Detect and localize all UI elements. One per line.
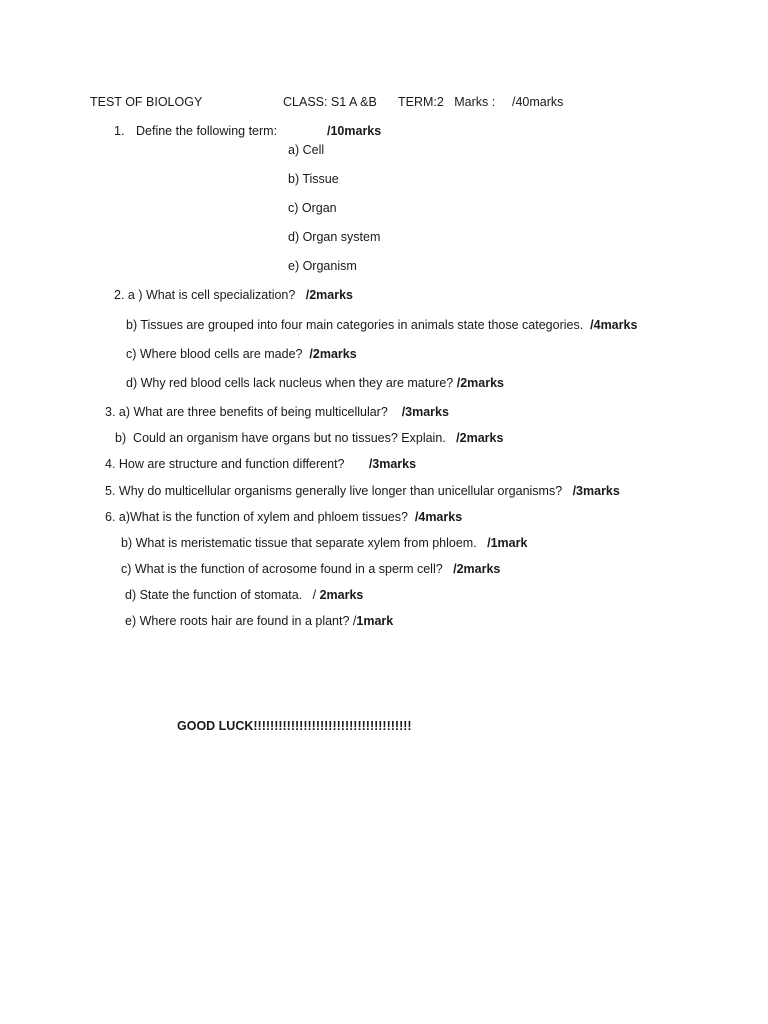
term-label: TERM:2 Marks :	[398, 95, 496, 109]
q2a-line: 2. a ) What is cell specialization? /2marks	[114, 288, 354, 302]
q6a-line: 6. a)What is the function of xylem and phloem tissues? /4marks	[105, 510, 463, 524]
q3b-line: b) Could an organism have organs but no tissues? Explain. /2marks	[115, 431, 504, 445]
q1-item-tissue: b) Tissue	[288, 172, 339, 186]
test-title: TEST OF BIOLOGY	[90, 95, 203, 109]
q1-number: 1.	[114, 124, 125, 138]
q1-item-organism: e) Organism	[288, 259, 357, 273]
q5-line: 5. Why do multicellular organisms generally live longer than unicellular organisms? /3marks	[105, 484, 620, 498]
q4-line: 4. How are structure and function different? /3marks	[105, 457, 417, 471]
q1-text: Define the following term:	[136, 124, 278, 138]
good-luck-message: GOOD LUCK!!!!!!!!!!!!!!!!!!!!!!!!!!!!!!!!!!!!!!	[177, 719, 412, 733]
q1-item-organ: c) Organ	[288, 201, 337, 215]
q1-item-cell: a) Cell	[288, 143, 325, 157]
q1-marks: /10marks	[327, 124, 382, 138]
total-marks: /40marks	[512, 95, 564, 109]
q6d-line: d) State the function of stomata. / 2marks	[125, 588, 364, 602]
q1-item-organ-system: d) Organ system	[288, 230, 381, 244]
q2b-line: b) Tissues are grouped into four main categories in animals state those categories. /4marks	[126, 318, 638, 332]
q3a-line: 3. a) What are three benefits of being multicellular? /3marks	[105, 405, 449, 419]
q6e-line: e) Where roots hair are found in a plant? /1mark	[125, 614, 394, 628]
q2d-line: d) Why red blood cells lack nucleus when they are mature? /2marks	[126, 376, 504, 390]
q6c-line: c) What is the function of acrosome found in a sperm cell? /2marks	[121, 562, 501, 576]
class-label: CLASS: S1 A &B	[283, 95, 377, 109]
q2c-line: c) Where blood cells are made? /2marks	[126, 347, 357, 361]
q6b-line: b) What is meristematic tissue that separate xylem from phloem. /1mark	[121, 536, 528, 550]
